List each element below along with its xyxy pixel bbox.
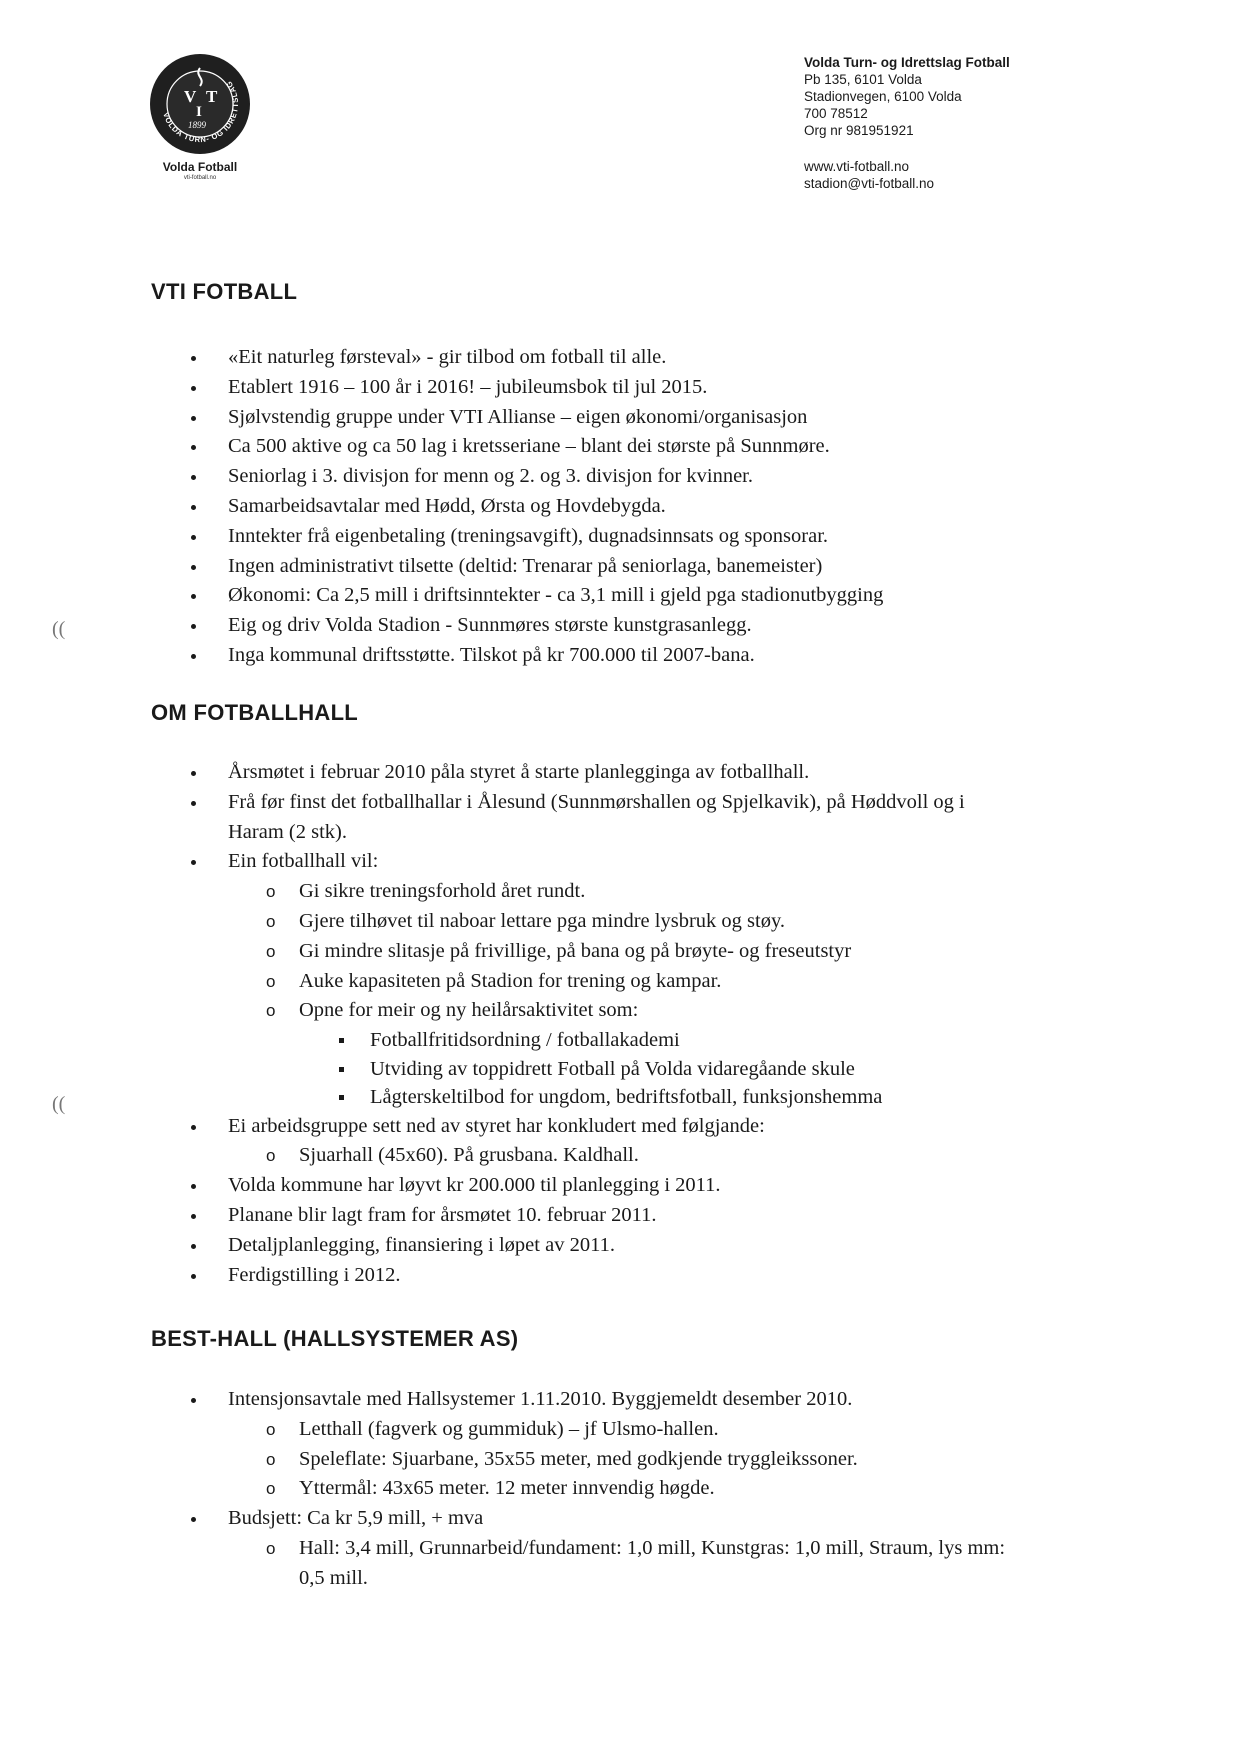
section-list (188, 758, 1088, 1290)
list-item: Ingen administrativt tilsette (deltid: Trenarar på seniorlaga, banemeister) (188, 552, 1088, 582)
section-list (188, 1385, 1088, 1594)
org-name: Volda Turn- og Idrettslag Fotball (804, 55, 1010, 70)
list-item: Sjølvstendig gruppe under VTI Allianse – eigen økonomi/organisasjon (188, 403, 1088, 433)
sub-list-item: o Letthall (fagverk og gummiduk) – jf Ulsmo-hallen. (228, 1415, 1088, 1445)
logo-letter-i: I (196, 104, 202, 120)
list-item-text: Budsjett: Ca kr 5,9 mill, + mva (228, 1507, 484, 1530)
list-item: Etablert 1916 – 100 år i 2016! – jubileumsbok til jul 2015. (188, 373, 1088, 403)
list-item: Detaljplanlegging, finansiering i løpet av 2011. (188, 1231, 1088, 1261)
logo-ring-text: VOLDA TURN- OG IDRETTSLAG (161, 79, 241, 145)
list-item: Ca 500 aktive og ca 50 lag i kretsseriane – blant dei største på Sunnmøre. (188, 432, 1088, 462)
section-title: BEST-HALL (HALLSYSTEMER AS) (151, 1326, 519, 1351)
logo-letter-t: T (206, 87, 218, 106)
section-list (188, 343, 1088, 671)
logo-letter-v: V (184, 87, 197, 106)
list-item: Volda kommune har løyvt kr 200.000 til planlegging i 2011. (188, 1171, 1088, 1201)
list-item-text: Intensjonsavtale med Hallsystemer 1.11.2010. Byggjemeldt desember 2010. (228, 1388, 853, 1410)
list-item (188, 1504, 1088, 1593)
sub-list-item: o Gjere tilhøvet til naboar lettare pga mindre lysbruk og støy. (228, 907, 1088, 937)
address-block (804, 54, 1010, 192)
sub-list-item: o Auke kapasiteten på Stadion for trening og kampar. (228, 967, 1088, 997)
sub-sub-list-item: Utviding av toppidrett Fotball på Volda vidaregåande skule (299, 1055, 1088, 1084)
section-title: VTI FOTBALL (151, 279, 298, 304)
sub-list (228, 877, 1088, 1111)
margin-mark: (( (52, 1093, 66, 1115)
list-item: Inntekter frå eigenbetaling (treningsavgift), dugnadsinnsats og sponsorar. (188, 522, 1088, 552)
email-link[interactable]: stadion@vti-fotball.no (804, 176, 935, 191)
logo-year: 1899 (188, 120, 206, 130)
list-item: Ferdigstilling i 2012. (188, 1261, 1088, 1291)
list-item-text: Ein fotballhall vil: (228, 850, 379, 873)
list-item: Frå før finst det fotballhallar i Ålesund (Sunnmørshallen og Spjelkavik), på Høddvoll og i Haram (2 stk). (188, 788, 988, 848)
list-item: Årsmøtet i februar 2010 påla styret å starte planlegginga av fotballhall. (188, 758, 1088, 788)
sub-list-item: o Yttermål: 43x65 meter. 12 meter innvendig høgde. (228, 1474, 1088, 1504)
list-item (188, 1385, 1088, 1504)
list-item (188, 1112, 1088, 1172)
list-item (188, 847, 1088, 1111)
section-title: OM FOTBALLHALL (151, 700, 359, 725)
list-item: Eig og driv Volda Stadion - Sunnmøres største kunstgrasanlegg. (188, 611, 1088, 641)
club-logo (148, 52, 252, 181)
address-line: Org nr 981951921 (804, 123, 914, 138)
sub-list-item: o Speleflate: Sjuarbane, 35x55 meter, med godkjende tryggleikssoner. (228, 1445, 1088, 1475)
sub-sub-list-item: Lågterskeltilbod for ungdom, bedriftsfotball, funksjonshemma (299, 1083, 1088, 1112)
sub-list-item (228, 996, 1088, 1111)
sub-list-item: o Gi mindre slitasje på frivillige, på bana og på brøyte- og freseutstyr (228, 937, 1088, 967)
address-line: Pb 135, 6101 Volda (804, 72, 922, 87)
list-item: Inga kommunal driftsstøtte. Tilskot på kr 700.000 til 2007-bana. (188, 641, 1088, 671)
logo-subtitle: vti-fotball.no (183, 175, 217, 181)
sub-list (228, 1534, 1088, 1594)
website-link[interactable]: www.vti-fotball.no (804, 159, 910, 174)
sub-list-item: o Gi sikre treningsforhold året rundt. (228, 877, 1088, 907)
address-line: 700 78512 (804, 106, 868, 121)
sub-list-item-text: Opne for meir og ny heilårsaktivitet som: (299, 999, 639, 1022)
list-item: Samarbeidsavtalar med Hødd, Ørsta og Hovdebygda. (188, 492, 1088, 522)
list-item: «Eit naturleg førsteval» - gir tilbod om fotball til alle. (188, 343, 1088, 373)
sub-sub-list (299, 1026, 1088, 1112)
sub-list (228, 1141, 1088, 1171)
margin-mark: (( (52, 618, 66, 640)
sub-sub-list-item: Fotballfritidsordning / fotballakademi (299, 1026, 1088, 1055)
sub-list-item: o Sjuarhall (45x60). På grusbana. Kaldhall. (228, 1141, 1088, 1171)
club-emblem (148, 52, 252, 156)
list-item: Planane blir lagt fram for årsmøtet 10. februar 2011. (188, 1201, 1088, 1231)
list-item-text: Ei arbeidsgruppe sett ned av styret har konkludert med følgjande: (228, 1114, 765, 1137)
logo-name: Volda Fotball (162, 160, 238, 174)
address-line: Stadionvegen, 6100 Volda (804, 89, 962, 104)
list-item: Økonomi: Ca 2,5 mill i driftsinntekter - ca 3,1 mill i gjeld pga stadionutbygging (188, 581, 1088, 611)
sub-list-item: o Hall: 3,4 mill, Grunnarbeid/fundament: 1,0 mill, Kunstgras: 1,0 mill, Straum, lys mm: 0,5 mill. (228, 1534, 1019, 1594)
sub-list (228, 1415, 1088, 1504)
list-item: Seniorlag i 3. divisjon for menn og 2. og 3. divisjon for kvinner. (188, 462, 1088, 492)
